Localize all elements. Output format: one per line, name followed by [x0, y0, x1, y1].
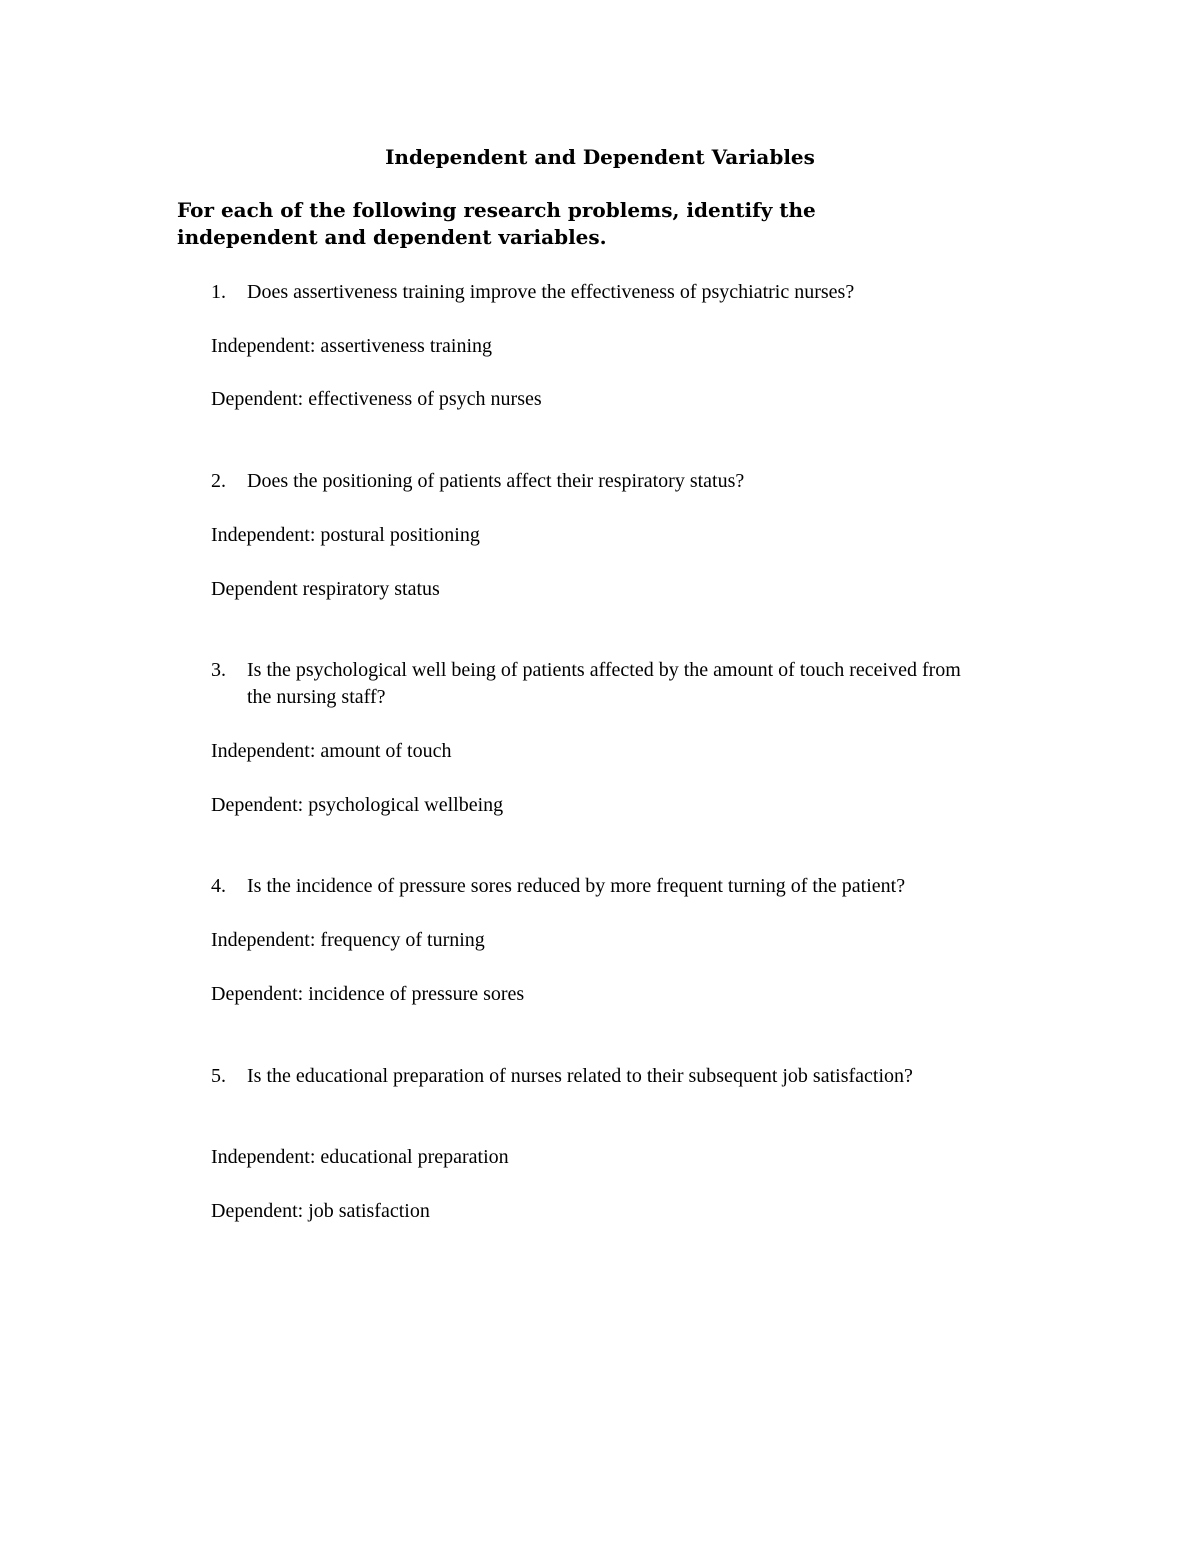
question-number: 4. [211, 875, 226, 897]
independent-answer-2: Independent: postural positioning [211, 524, 480, 546]
question-text: Does the positioning of patients affect their respiratory status? [247, 470, 745, 492]
independent-answer-1: Independent: assertiveness training [211, 335, 493, 357]
dependent-answer-2: Dependent respiratory status [211, 578, 440, 600]
independent-answer-3: Independent: amount of touch [211, 740, 452, 762]
question-number: 3. [211, 659, 226, 681]
question-4 [211, 873, 1041, 900]
question-text: Is the psychological well being of patients affected by the amount of touch received from the nursing staff? [247, 659, 961, 708]
question-number: 5. [211, 1065, 226, 1087]
question-number: 2. [211, 470, 226, 492]
question-text: Is the incidence of pressure sores reduced by more frequent turning of the patient? [247, 875, 906, 897]
question-5 [211, 1063, 931, 1090]
dependent-answer-3: Dependent: psychological wellbeing [211, 794, 504, 816]
question-text: Does assertiveness training improve the effectiveness of psychiatric nurses? [247, 281, 855, 303]
independent-answer-4: Independent: frequency of turning [211, 929, 485, 951]
question-text: Is the educational preparation of nurses related to their subsequent job satisfaction? [247, 1065, 913, 1087]
dependent-answer-4: Dependent: incidence of pressure sores [211, 983, 525, 1005]
instructions: For each of the following research problems, identify the independent and dependent variables. [177, 198, 816, 249]
independent-answer-5: Independent: educational preparation [211, 1146, 509, 1168]
question-3 [211, 657, 971, 711]
question-1 [211, 279, 1041, 306]
dependent-answer-5: Dependent: job satisfaction [211, 1200, 430, 1222]
question-2 [211, 468, 1041, 495]
question-number: 1. [211, 281, 226, 303]
dependent-answer-1: Dependent: effectiveness of psych nurses [211, 388, 542, 410]
page-title: Independent and Dependent Variables [385, 145, 815, 169]
